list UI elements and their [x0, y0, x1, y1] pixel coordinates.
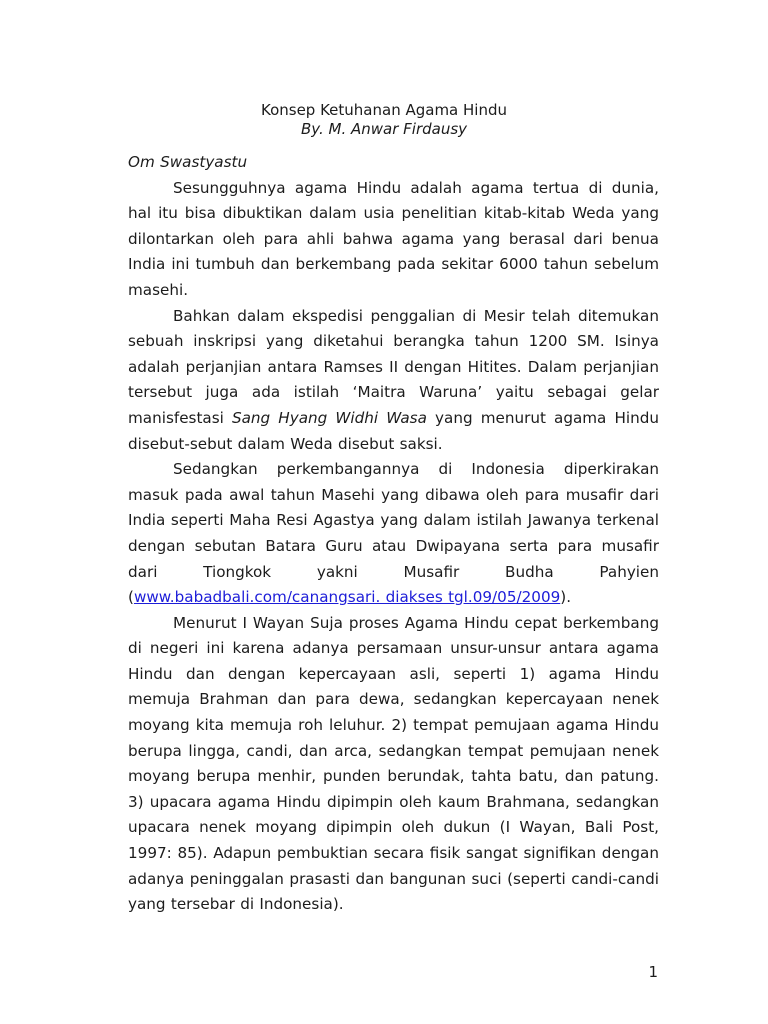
- paragraph-3-text-start: Sedangkan perkembangannya di Indonesia diperkirakan masuk pada awal tahun Masehi yang dibawa oleh para musafir dari India seperti Maha Resi Agastya yang dalam istilah Jawanya terkenal dengan sebutan Batara Guru atau Dwipayana serta para musafir dari Tiongkok yakni Musafir Budha Pahyien (: [128, 460, 659, 607]
- paragraph-3-text-end: ).: [560, 588, 572, 607]
- document-body: [128, 150, 659, 918]
- paragraph-1: Sesungguhnya agama Hindu adalah agama tertua di dunia, hal itu bisa dibuktikan dalam usia penelitian kitab-kitab Weda yang dilontarkan oleh para ahli bahwa agama yang berasal dari benua India ini tumbuh dan berkembang pada sekitar 6000 tahun sebelum masehi.: [128, 178, 659, 299]
- document-title: Konsep Ketuhanan Agama Hindu: [260, 101, 507, 119]
- greeting: Om Swastyastu: [128, 153, 248, 171]
- source-link[interactable]: www.babadbali.com/canangsari. diakses tgl.09/05/2009: [133, 588, 561, 607]
- paragraph-4: Menurut I Wayan Suja proses Agama Hindu cepat berkembang di negeri ini karena adanya persamaan unsur-unsur antara agama Hindu dan dengan kepercayaan asli, seperti 1) agama Hindu memuja Brahman dan para dewa, sedangkan kepercayaan nenek moyang kita memuja roh leluhur. 2) tempat pemujaan agama Hindu berupa lingga, candi, dan arca, sedangkan tempat pemujaan nenek moyang berupa menhir, punden berundak, tahta batu, dan patung. 3) upacara agama Hindu dipimpin oleh kaum Brahmana, sedangkan upacara nenek moyang dipimpin oleh dukun (I Wayan, Bali Post, 1997: 85). Adapun pembuktian secara fisik sangat signifikan dengan adanya peninggalan prasasti dan bangunan suci (seperti candi-candi yang tersebar di Indonesia).: [128, 613, 659, 914]
- paragraph-2: [128, 304, 659, 458]
- document-author: By. M. Anwar Firdausy: [300, 120, 468, 138]
- paragraph-3: [128, 457, 659, 611]
- paragraph-2-text-start: Bahkan dalam ekspedisi penggalian di Mesir telah ditemukan sebuah inskripsi yang diketahui berangka tahun 1200 SM. Isinya adalah perjanjian antara Ramses II dengan Hitites. Dalam perjanjian tersebut juga ada istilah ‘Maitra Waruna’ yaitu sebagai gelar manisfestasi: [128, 306, 659, 427]
- document-header: [128, 101, 640, 139]
- paragraph-2-italic-term: Sang Hyang Widhi Wasa: [231, 408, 427, 427]
- paragraph-2-text-end: yang menurut agama Hindu disebut-sebut dalam Weda disebut saksi.: [128, 408, 659, 453]
- page-number: 1: [648, 963, 658, 981]
